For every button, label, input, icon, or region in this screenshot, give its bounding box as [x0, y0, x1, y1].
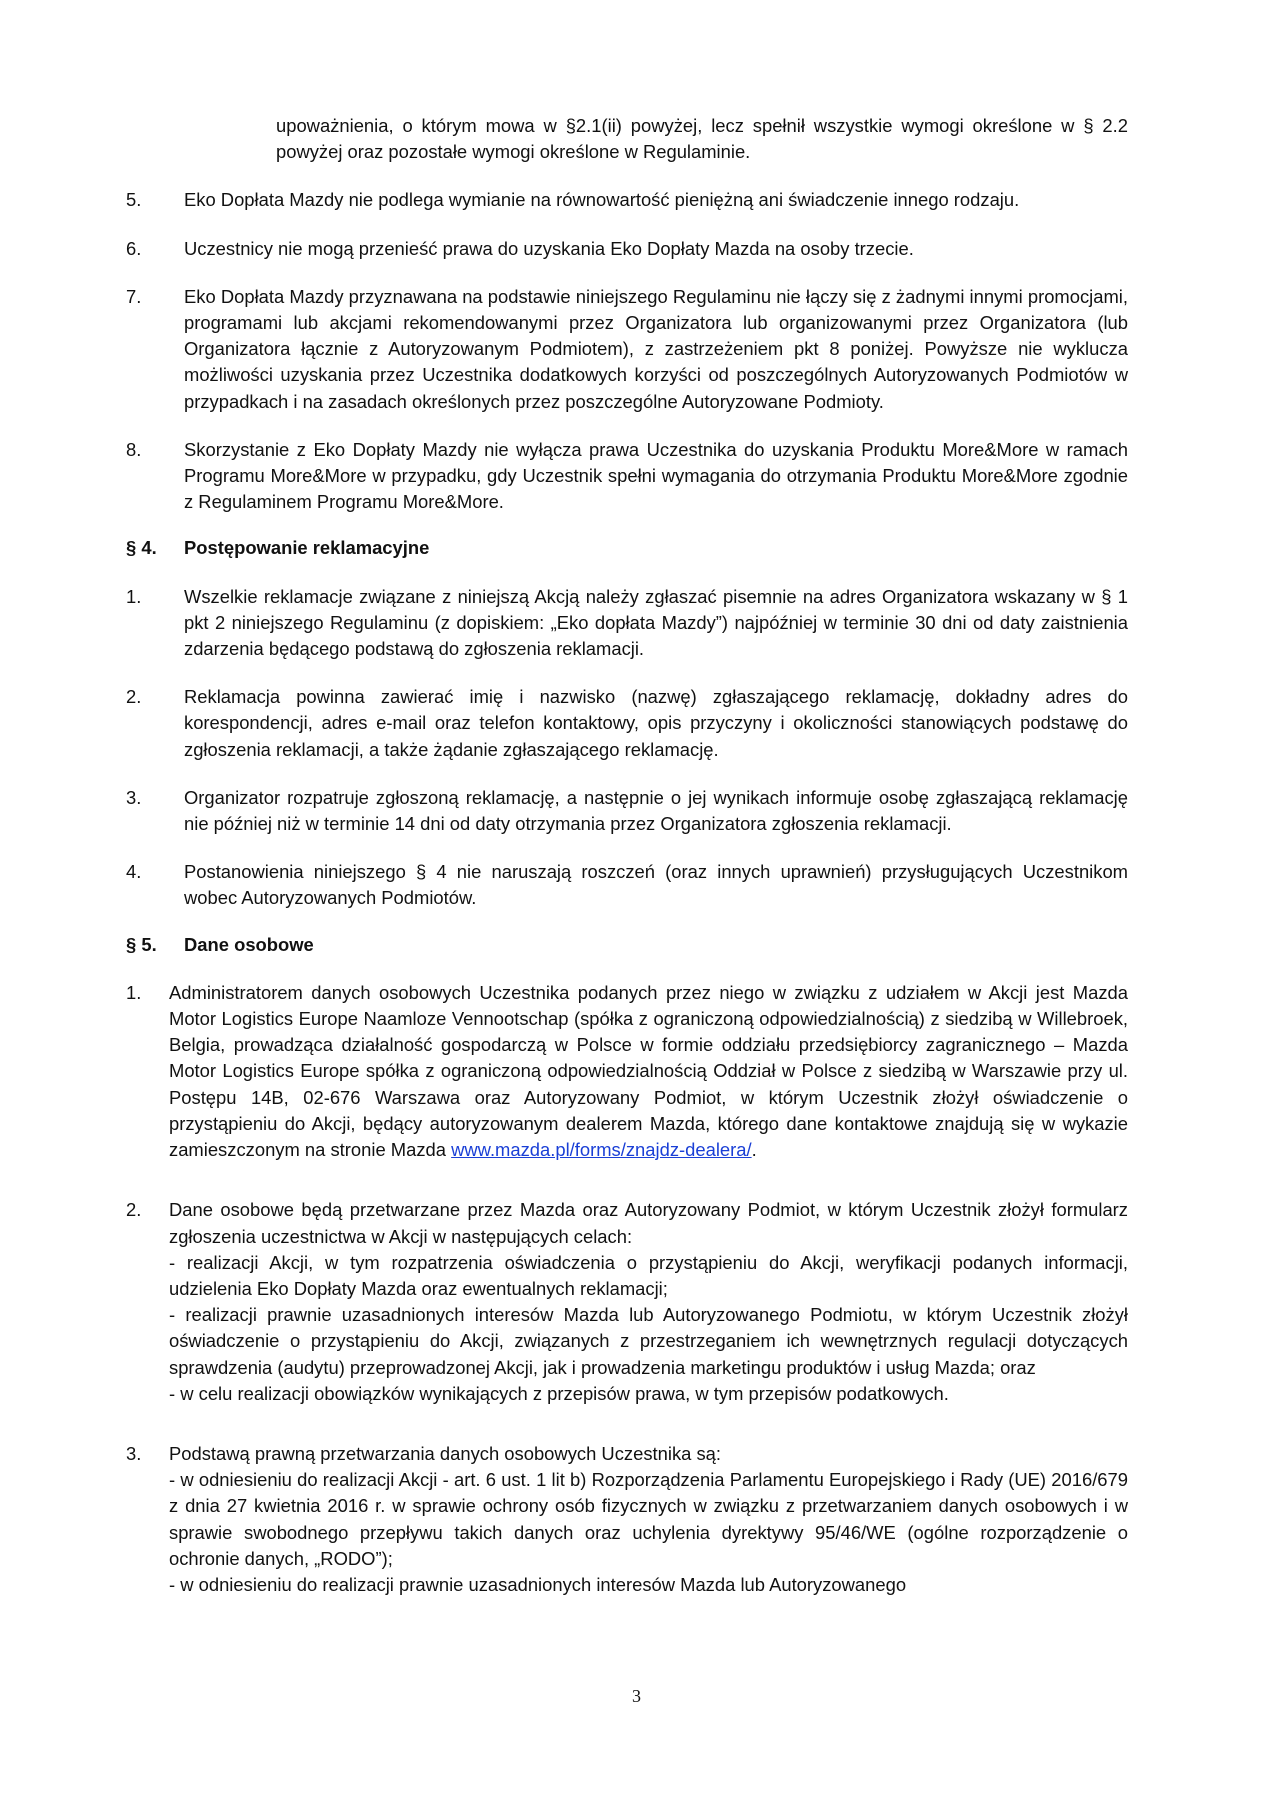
- item-text: Wszelkie reklamacje związane z niniejszą Akcją należy zgłaszać pisemnie na adres Organizatora wskazany w § 1 pkt 2 niniejszego Regulaminu (z dopiskiem: „Eko dopłata Mazdy”) najpóźniej w terminie 30 dni od daty zaistnienia zdarzenia będącego podstawą do zgłoszenia reklamacji.: [184, 585, 1128, 660]
- section-heading-4: [126, 535, 1128, 561]
- list-item: [126, 785, 1128, 837]
- item-number: 2.: [126, 686, 142, 708]
- item-text: Eko Dopłata Mazdy przyznawana na podstawie niniejszego Regulaminu nie łączy się z żadnymi innymi promocjami, programami lub akcjami rekomendowanymi przez Organizatora lub organizowanymi przez Organizatora (lub Organizatora łącznie z Autoryzowanym Podmiotem), z zastrzeżeniem pkt 8 poniżej. Powyższe nie wyklucza możliwości uzyskania przez Uczestnika dodatkowych korzyści od poszczególnych Autoryzowanych Podmiotów w przypadkach i na zasadach określonych przez poszczególne Autoryzowane Podmioty.: [184, 285, 1128, 412]
- section-number: § 4.: [126, 537, 157, 559]
- intro-paragraph: upoważnienia, o którym mowa w §2.1(ii) powyżej, lecz spełnił wszystkie wymogi określone w § 2.2 powyżej oraz pozostałe wymogi określone w Regulaminie.: [276, 115, 1128, 163]
- item-number: 4.: [126, 861, 142, 883]
- bullet-item: - w odniesieniu do realizacji prawnie uzasadnionych interesów Mazda lub Autoryzowanego: [169, 1573, 907, 1595]
- section-title: Dane osobowe: [184, 933, 314, 955]
- item-number: 7.: [126, 285, 142, 307]
- page-number: 3: [632, 1686, 641, 1706]
- item-text: Skorzystanie z Eko Dopłaty Mazdy nie wyłącza prawa Uczestnika do uzyskania Produktu More&More w ramach Programu More&More w przypadku, gdy Uczestnik spełni wymagania do otrzymania Produktu More&More zgodnie z Regulaminem Programu More&More.: [184, 438, 1128, 513]
- document-body: [126, 113, 1128, 1598]
- item-text: Postanowienia niniejszego § 4 nie naruszają roszczeń (oraz innych uprawnień) przysługujących Uczestnikom wobec Autoryzowanych Podmiotów.: [184, 861, 1128, 909]
- bullet-item: - w celu realizacji obowiązków wynikających z przepisów prawa, w tym przepisów podatkowych.: [169, 1382, 949, 1404]
- list-item: [126, 980, 1128, 1163]
- item-number: 2.: [126, 1199, 142, 1221]
- dealer-link[interactable]: www.mazda.pl/forms/znajdz-dealera/: [451, 1139, 752, 1161]
- section-number: § 5.: [126, 933, 157, 955]
- bullet-item: - realizacji prawnie uzasadnionych interesów Mazda lub Autoryzowanego Podmiotu, w którym Uczestnik złożył oświadczenie o przystąpieniu do Akcji, związanych z przestrzeganiem ich wewnętrznych regulacji dotyczących sprawdzenia (audytu) przeprowadzonej Akcji, jak i prowadzenia marketingu produktów i usług Mazda; oraz: [169, 1304, 1128, 1378]
- list-item: [126, 1197, 1128, 1407]
- item-number: 1.: [126, 585, 142, 607]
- list-item: [126, 1441, 1128, 1598]
- item-number: 3.: [126, 786, 142, 808]
- item-text: Administratorem danych osobowych Uczestnika podanych przez niego w związku z udziałem w Akcji jest Mazda Motor Logistics Europe Naamloze Vennootschap (spółka z ograniczoną odpowiedzialnością) z siedzibą w Willebroek, Belgia, prowadząca działalność gospodarczą w Polsce w formie oddziału przedsiębiorcy zagranicznego – Mazda Motor Logistics Europe spółka z ograniczoną odpowiedzialnością Oddział w Polsce z siedzibą w Warszawie przy ul. Postępu 14B, 02-676 Warszawa oraz Autoryzowany Podmiot, w którym Uczestnik złożył oświadczenie o przystąpieniu do Akcji, będący autoryzowanym dealerem Mazda, którego dane kontaktowe znajdują się w wykazie zamieszczonym na stronie Mazda: [169, 981, 1128, 1161]
- bullet-item: - w odniesieniu do realizacji Akcji - art. 6 ust. 1 lit b) Rozporządzenia Parlamentu Europejskiego i Rady (UE) 2016/679 z dnia 27 kwietnia 2016 r. w sprawie ochrony osób fizycznych w związku z przetwarzaniem danych osobowych i w sprawie swobodnego przepływu takich danych oraz uchylenia dyrektywy 95/46/WE (ogólne rozporządzenie o ochronie danych, „RODO”);: [169, 1469, 1128, 1569]
- item-text-end: .: [751, 1139, 757, 1161]
- list-item: [126, 284, 1128, 415]
- list-item: [126, 437, 1128, 516]
- list-item: [126, 684, 1128, 763]
- item-number: 8.: [126, 438, 142, 460]
- section-heading-5: [126, 932, 1128, 958]
- item-number: 5.: [126, 189, 142, 211]
- item-text: Uczestnicy nie mogą przenieść prawa do uzyskania Eko Dopłaty Mazda na osoby trzecie.: [184, 237, 914, 259]
- item-text: Organizator rozpatruje zgłoszoną reklamację, a następnie o jej wynikach informuje osobę zgłaszającą reklamację nie później niż w terminie 14 dni od daty otrzymania przez Organizatora zgłoszenia reklamacji.: [184, 786, 1128, 835]
- list-item: [126, 584, 1128, 663]
- item-text: Reklamacja powinna zawierać imię i nazwisko (nazwę) zgłaszającego reklamację, dokładny adres do korespondencji, adres e-mail oraz telefon kontaktowy, opis przyczyny i okoliczności stanowiących podstawę do zgłoszenia reklamacji, a także żądanie zgłaszającego reklamację.: [184, 686, 1128, 760]
- list-item: [126, 236, 1128, 262]
- list-item: [126, 187, 1128, 213]
- item-text: Eko Dopłata Mazdy nie podlega wymianie na równowartość pieniężną ani świadczenie innego rodzaju.: [184, 189, 1020, 211]
- item-text: Dane osobowe będą przetwarzane przez Mazda oraz Autoryzowany Podmiot, w którym Uczestnik złożył formularz zgłoszenia uczestnictwa w Akcji w następujących celach:: [169, 1199, 1128, 1247]
- item-number: 3.: [126, 1442, 142, 1464]
- item-text: Podstawą prawną przetwarzania danych osobowych Uczestnika są:: [169, 1442, 722, 1464]
- item-number: 6.: [126, 237, 142, 259]
- list-item: [126, 859, 1128, 911]
- item-number: 1.: [126, 981, 142, 1003]
- bullet-item: - realizacji Akcji, w tym rozpatrzenia oświadczenia o przystąpieniu do Akcji, weryfikacji podanych informacji, udzielenia Eko Dopłaty Mazda oraz ewentualnych reklamacji;: [169, 1251, 1128, 1299]
- section-title: Postępowanie reklamacyjne: [184, 537, 430, 559]
